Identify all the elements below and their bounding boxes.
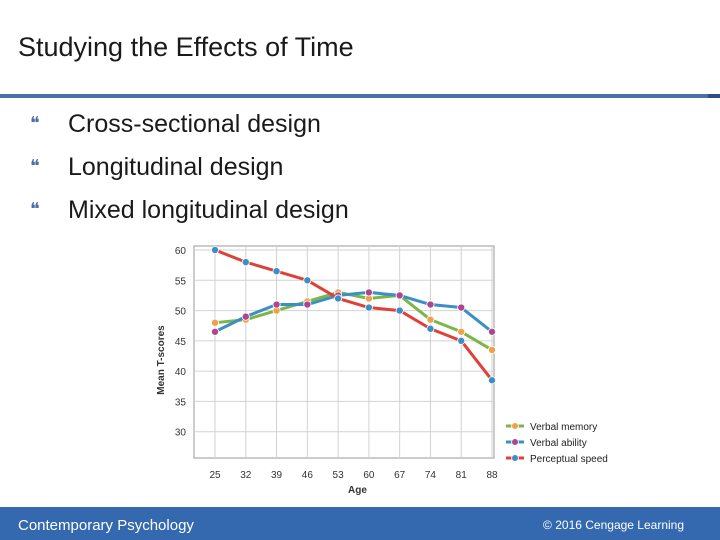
x-tick-label: 25 <box>209 470 221 481</box>
x-tick-label: 67 <box>394 470 406 481</box>
data-point <box>335 295 342 302</box>
legend-label: Perceptual speed <box>530 454 608 465</box>
x-tick-label: 88 <box>486 470 498 481</box>
bullet-text: Cross-sectional design <box>68 110 321 138</box>
data-point <box>304 277 311 284</box>
bullet-text: Mixed longitudinal design <box>68 196 349 224</box>
x-tick-label: 53 <box>332 470 344 481</box>
y-tick-label: 60 <box>174 246 186 257</box>
footer-course-name: Contemporary Psychology <box>18 517 194 534</box>
quote-bullet-icon: ❝ <box>30 113 40 134</box>
y-tick-label: 40 <box>174 367 186 379</box>
y-axis-label: Mean T-scores <box>156 325 167 395</box>
x-tick-label: 74 <box>424 470 437 481</box>
plot-area <box>194 246 494 458</box>
y-tick-label: 35 <box>174 397 186 409</box>
y-tick-label: 45 <box>174 336 186 348</box>
x-tick-label: 46 <box>301 470 313 481</box>
quote-bullet-icon: ❝ <box>30 156 40 177</box>
data-point <box>211 319 218 326</box>
data-point <box>304 301 311 308</box>
data-point <box>365 304 372 311</box>
x-tick-label: 32 <box>240 470 252 481</box>
data-point <box>273 301 280 308</box>
title-divider <box>0 94 720 98</box>
legend-swatch-marker <box>512 439 519 446</box>
data-point <box>488 346 495 353</box>
y-tick-label: 50 <box>174 306 186 318</box>
title-divider-accent <box>708 94 720 98</box>
y-tick-label: 55 <box>174 276 186 288</box>
x-tick-label: 60 <box>363 470 375 481</box>
data-point <box>242 259 249 266</box>
data-point <box>458 337 465 344</box>
data-point <box>211 246 218 253</box>
age-scores-line-chart <box>150 238 630 503</box>
data-point <box>427 316 434 323</box>
data-point <box>427 325 434 332</box>
y-tick-label: 30 <box>174 427 186 439</box>
data-point <box>211 328 218 335</box>
legend-swatch-marker <box>512 423 519 430</box>
data-point <box>273 268 280 275</box>
data-point <box>396 292 403 299</box>
data-point <box>242 313 249 320</box>
data-point <box>488 328 495 335</box>
data-point <box>396 307 403 314</box>
x-axis-label: Age <box>348 485 367 496</box>
quote-bullet-icon: ❝ <box>30 199 40 220</box>
data-point <box>458 328 465 335</box>
legend-label: Verbal memory <box>530 422 598 433</box>
x-tick-label: 39 <box>270 470 283 481</box>
x-tick-label: 81 <box>455 470 467 481</box>
data-point <box>427 301 434 308</box>
data-point <box>365 289 372 296</box>
bullet-text: Longitudinal design <box>68 153 284 181</box>
legend-label: Verbal ability <box>530 438 587 449</box>
legend-swatch-marker <box>512 455 519 462</box>
slide-title: Studying the Effects of Time <box>18 32 354 62</box>
data-point <box>458 304 465 311</box>
data-point <box>488 377 495 384</box>
footer-bar <box>0 507 720 540</box>
footer-copyright: © 2016 Cengage Learning <box>543 518 684 532</box>
